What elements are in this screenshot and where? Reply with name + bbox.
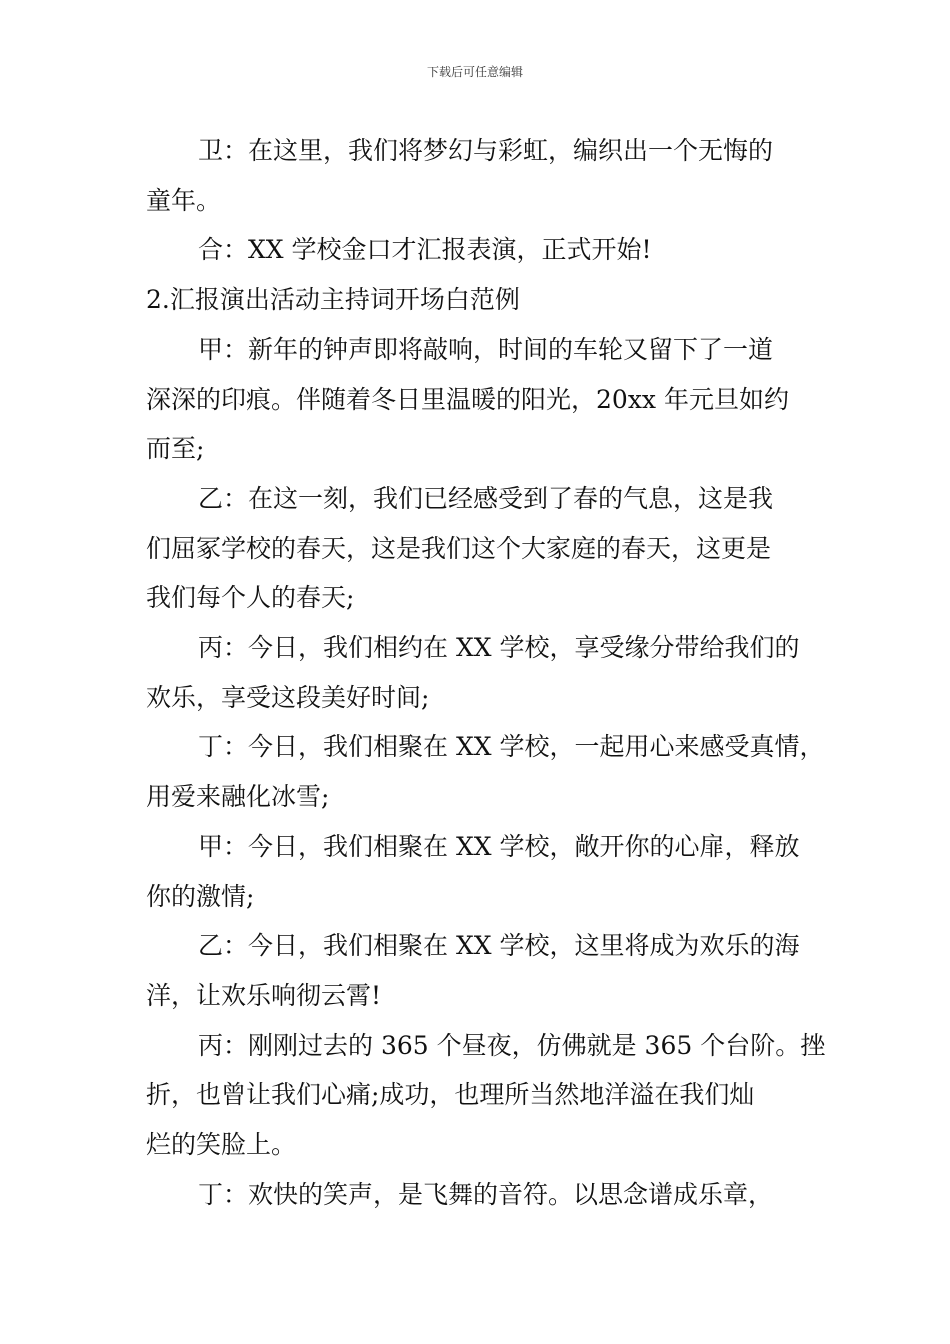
paragraph-line: 甲：新年的钟声即将敲响，时间的车轮又留下了一道: [198, 334, 774, 364]
paragraph-line: 丁：今日，我们相聚在 XX 学校，一起用心来感受真情，: [198, 732, 825, 762]
page-header-note: 下载后可任意编辑: [426, 65, 523, 79]
paragraph-line: 合：XX 学校金口才汇报表演，正式开始!: [198, 235, 652, 265]
paragraph-line: 乙：在这一刻，我们已经感受到了春的气息，这是我: [198, 483, 774, 513]
paragraph-line: 烂的笑脸上。: [146, 1130, 297, 1160]
paragraph-line: 丙：今日，我们相约在 XX 学校，享受缘分带给我们的: [198, 633, 800, 663]
paragraph-wei: [146, 126, 818, 225]
paragraph-line: 你的激情;: [146, 881, 255, 911]
paragraph-bing-1: [146, 623, 818, 722]
paragraph-line: 乙：今日，我们相聚在 XX 学校，这里将成为欢乐的海: [198, 931, 800, 961]
paragraph-line: 童年。: [146, 185, 222, 215]
paragraph-line: 折，也曾让我们心痛;成功，也理所当然地洋溢在我们灿: [146, 1080, 755, 1110]
paragraph-line: 欢乐，享受这段美好时间;: [146, 682, 430, 712]
paragraph-line: 卫：在这里，我们将梦幻与彩虹，编织出一个无悔的: [198, 136, 774, 165]
paragraph-line: 而至;: [146, 434, 205, 464]
paragraph-line: 丙：刚刚过去的 365 个昼夜，仿佛就是 365 个台阶。挫: [198, 1030, 826, 1060]
paragraph-line: 丁：欢快的笑声，是飞舞的音符。以思念谱成乐章，: [198, 1179, 774, 1209]
paragraph-line: 用爱来融化冰雪;: [146, 782, 330, 812]
paragraph-line: 我们每个人的春天;: [146, 583, 355, 613]
paragraph-yi-2: [146, 921, 818, 1020]
paragraph-he: [146, 225, 818, 275]
document-body: [146, 126, 826, 1219]
section-heading: [146, 275, 818, 325]
section-heading-text: 2.汇报演出活动主持词开场白范例: [146, 285, 520, 315]
paragraph-yi-1: [146, 474, 818, 623]
paragraph-line: 深深的印痕。伴随着冬日里温暖的阳光，20xx 年元旦如约: [146, 384, 789, 414]
paragraph-jia-1: [146, 325, 818, 474]
paragraph-bing-2: [146, 1021, 826, 1170]
paragraph-line: 洋，让欢乐响彻云霄!: [146, 980, 382, 1010]
paragraph-jia-2: [146, 822, 818, 921]
paragraph-ding-1: [146, 722, 825, 821]
paragraph-line: 甲：今日，我们相聚在 XX 学校，敞开你的心扉，释放: [198, 831, 800, 861]
paragraph-line: 们屈冢学校的春天，这是我们这个大家庭的春天，这更是: [146, 533, 772, 563]
paragraph-ding-2: [146, 1170, 818, 1220]
